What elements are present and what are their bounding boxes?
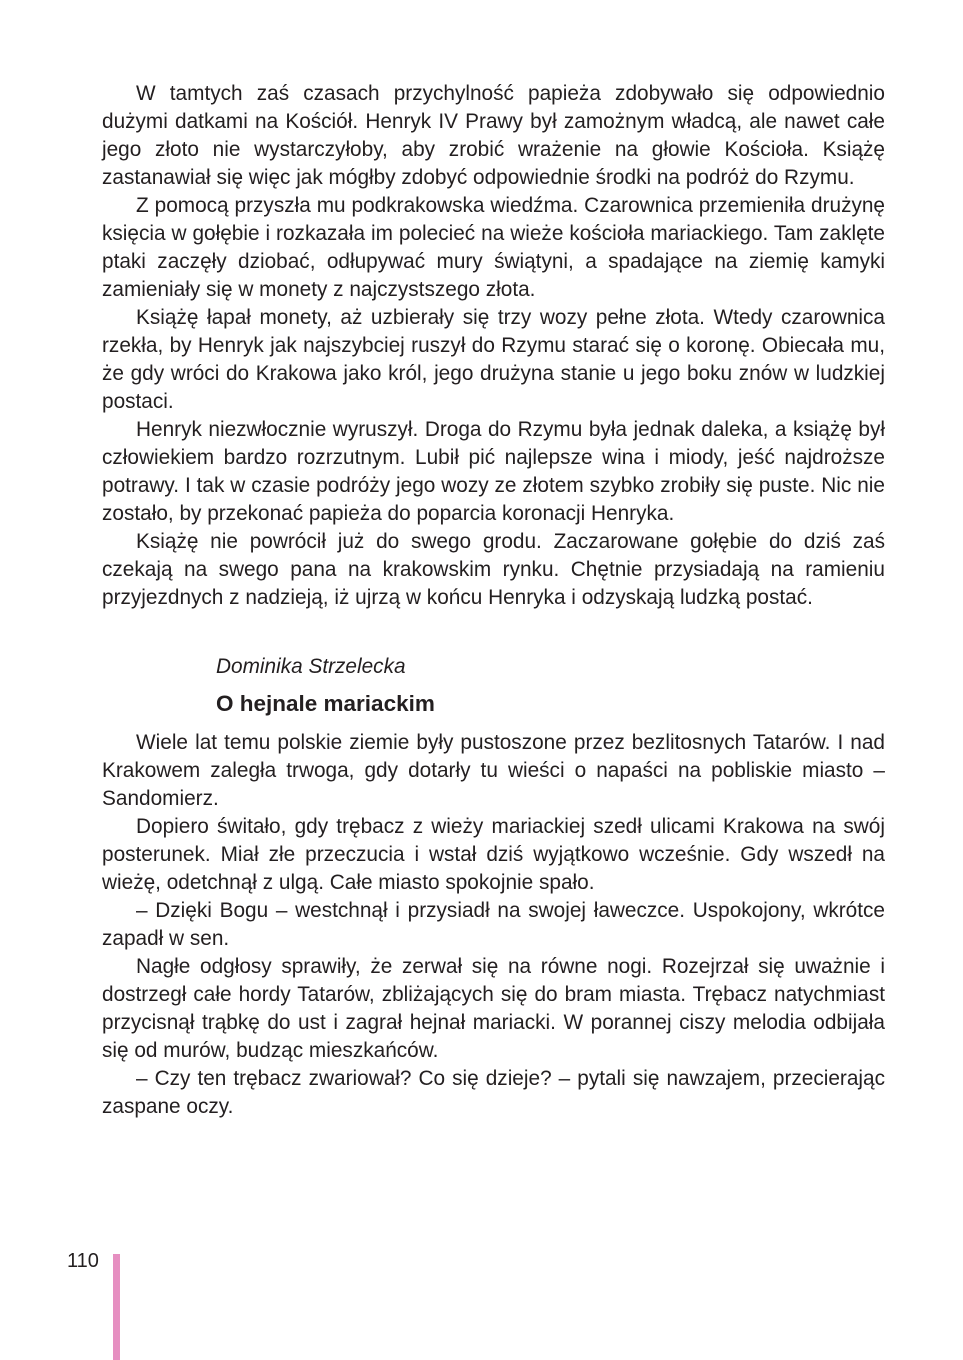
page-number: 110 [67, 1250, 99, 1272]
story2-paragraph-5: – Czy ten trębacz zwariował? Co się dzieje? – pytali się nawzajem, przecierając zaspane oczy. [102, 1067, 885, 1118]
story2-paragraph-4: Nagłe odgłosy sprawiły, że zerwał się na równe nogi. Rozejrzał się uważnie i dostrzegł całe hordy Tatarów, zbliżających się do bram miasta. Trębacz natychmiast przycisnął trąbkę do ust i zagrał hejnał mariacki. W porannej ciszy melodia odbijała się od murów, budząc mieszkańców. [102, 955, 885, 1062]
page-body [102, 80, 885, 1121]
story1-paragraph-5: Książę nie powrócił już do swego grodu. Zaczarowane gołębie do dziś zaś czekają na swego pana na krakowskim rynku. Chętnie przysiadają na ramieniu przyjezdnych z nadzieją, iż ujrzą w końcu Henryka i odzyskają ludzką postać. [102, 530, 885, 609]
story1-paragraph-3: Książę łapał monety, aż uzbierały się trzy wozy pełne złota. Wtedy czarownica rzekła, by Henryk jak najszybciej ruszył do Rzymu starać się o koronę. Obiecała mu, że gdy wróci do Krakowa jako król, jego drużyna stanie u jego boku znów w ludzkiej postaci. [102, 306, 885, 413]
story2-title: O hejnale mariackim [216, 691, 435, 716]
story1-paragraph-1: W tamtych zaś czasach przychylność papieża zdobywało się odpowiednio dużymi datkami na Kościół. Henryk IV Prawy był zamożnym władcą, ale nawet całe jego złoto nie wystarczyłoby, aby zrobić wrażenie na głowie Kościoła. Książę zastanawiał się więc jak mógłby zdobyć odpowiednie środki na podróż do Rzymu. [102, 82, 885, 189]
page-accent-bar [113, 1254, 120, 1360]
story1-paragraph-4: Henryk niezwłocznie wyruszył. Droga do Rzymu była jednak daleka, a książę był człowiekiem bardzo rozrzutnym. Lubił pić najlepsze wina i miody, jeść najdroższe potrawy. I tak w czasie podróży jego wozy ze złotem szybko zrobiły się puste. Nic nie zostało, by przekonać papieża do poparcia koronacji Henryka. [102, 418, 885, 525]
story2-paragraph-3: – Dzięki Bogu – westchnął i przysiadł na swojej ławeczce. Uspokojony, wkrótce zapadł w sen. [102, 899, 885, 950]
story1-paragraph-2: Z pomocą przyszła mu podkrakowska wiedźma. Czarownica przemieniła drużynę księcia w gołębie i rozkazała im polecieć na wieże kościoła mariackiego. Tam zaklęte ptaki zaczęły dziobać, odłupywać mury świątyni, a spadające na ziemię kamyki zamieniały się w monety z najczystszego złota. [102, 194, 885, 301]
story2-paragraph-2: Dopiero świtało, gdy trębacz z wieży mariackiej szedł ulicami Krakowa na swój posterunek. Miał złe przeczucia i wstał dziś wyjątkowo wcześnie. Gdy wszedł na wieżę, odetchnął z ulgą. Całe miasto spokojnie spało. [102, 815, 885, 894]
story2-paragraph-1: Wiele lat temu polskie ziemie były pustoszone przez bezlitosnych Tatarów. I nad Krakowem zaległa trwoga, gdy dotarły tu wieści o napaści na pobliskie miasto – Sandomierz. [102, 731, 885, 810]
story2-author: Dominika Strzelecka [216, 655, 406, 678]
